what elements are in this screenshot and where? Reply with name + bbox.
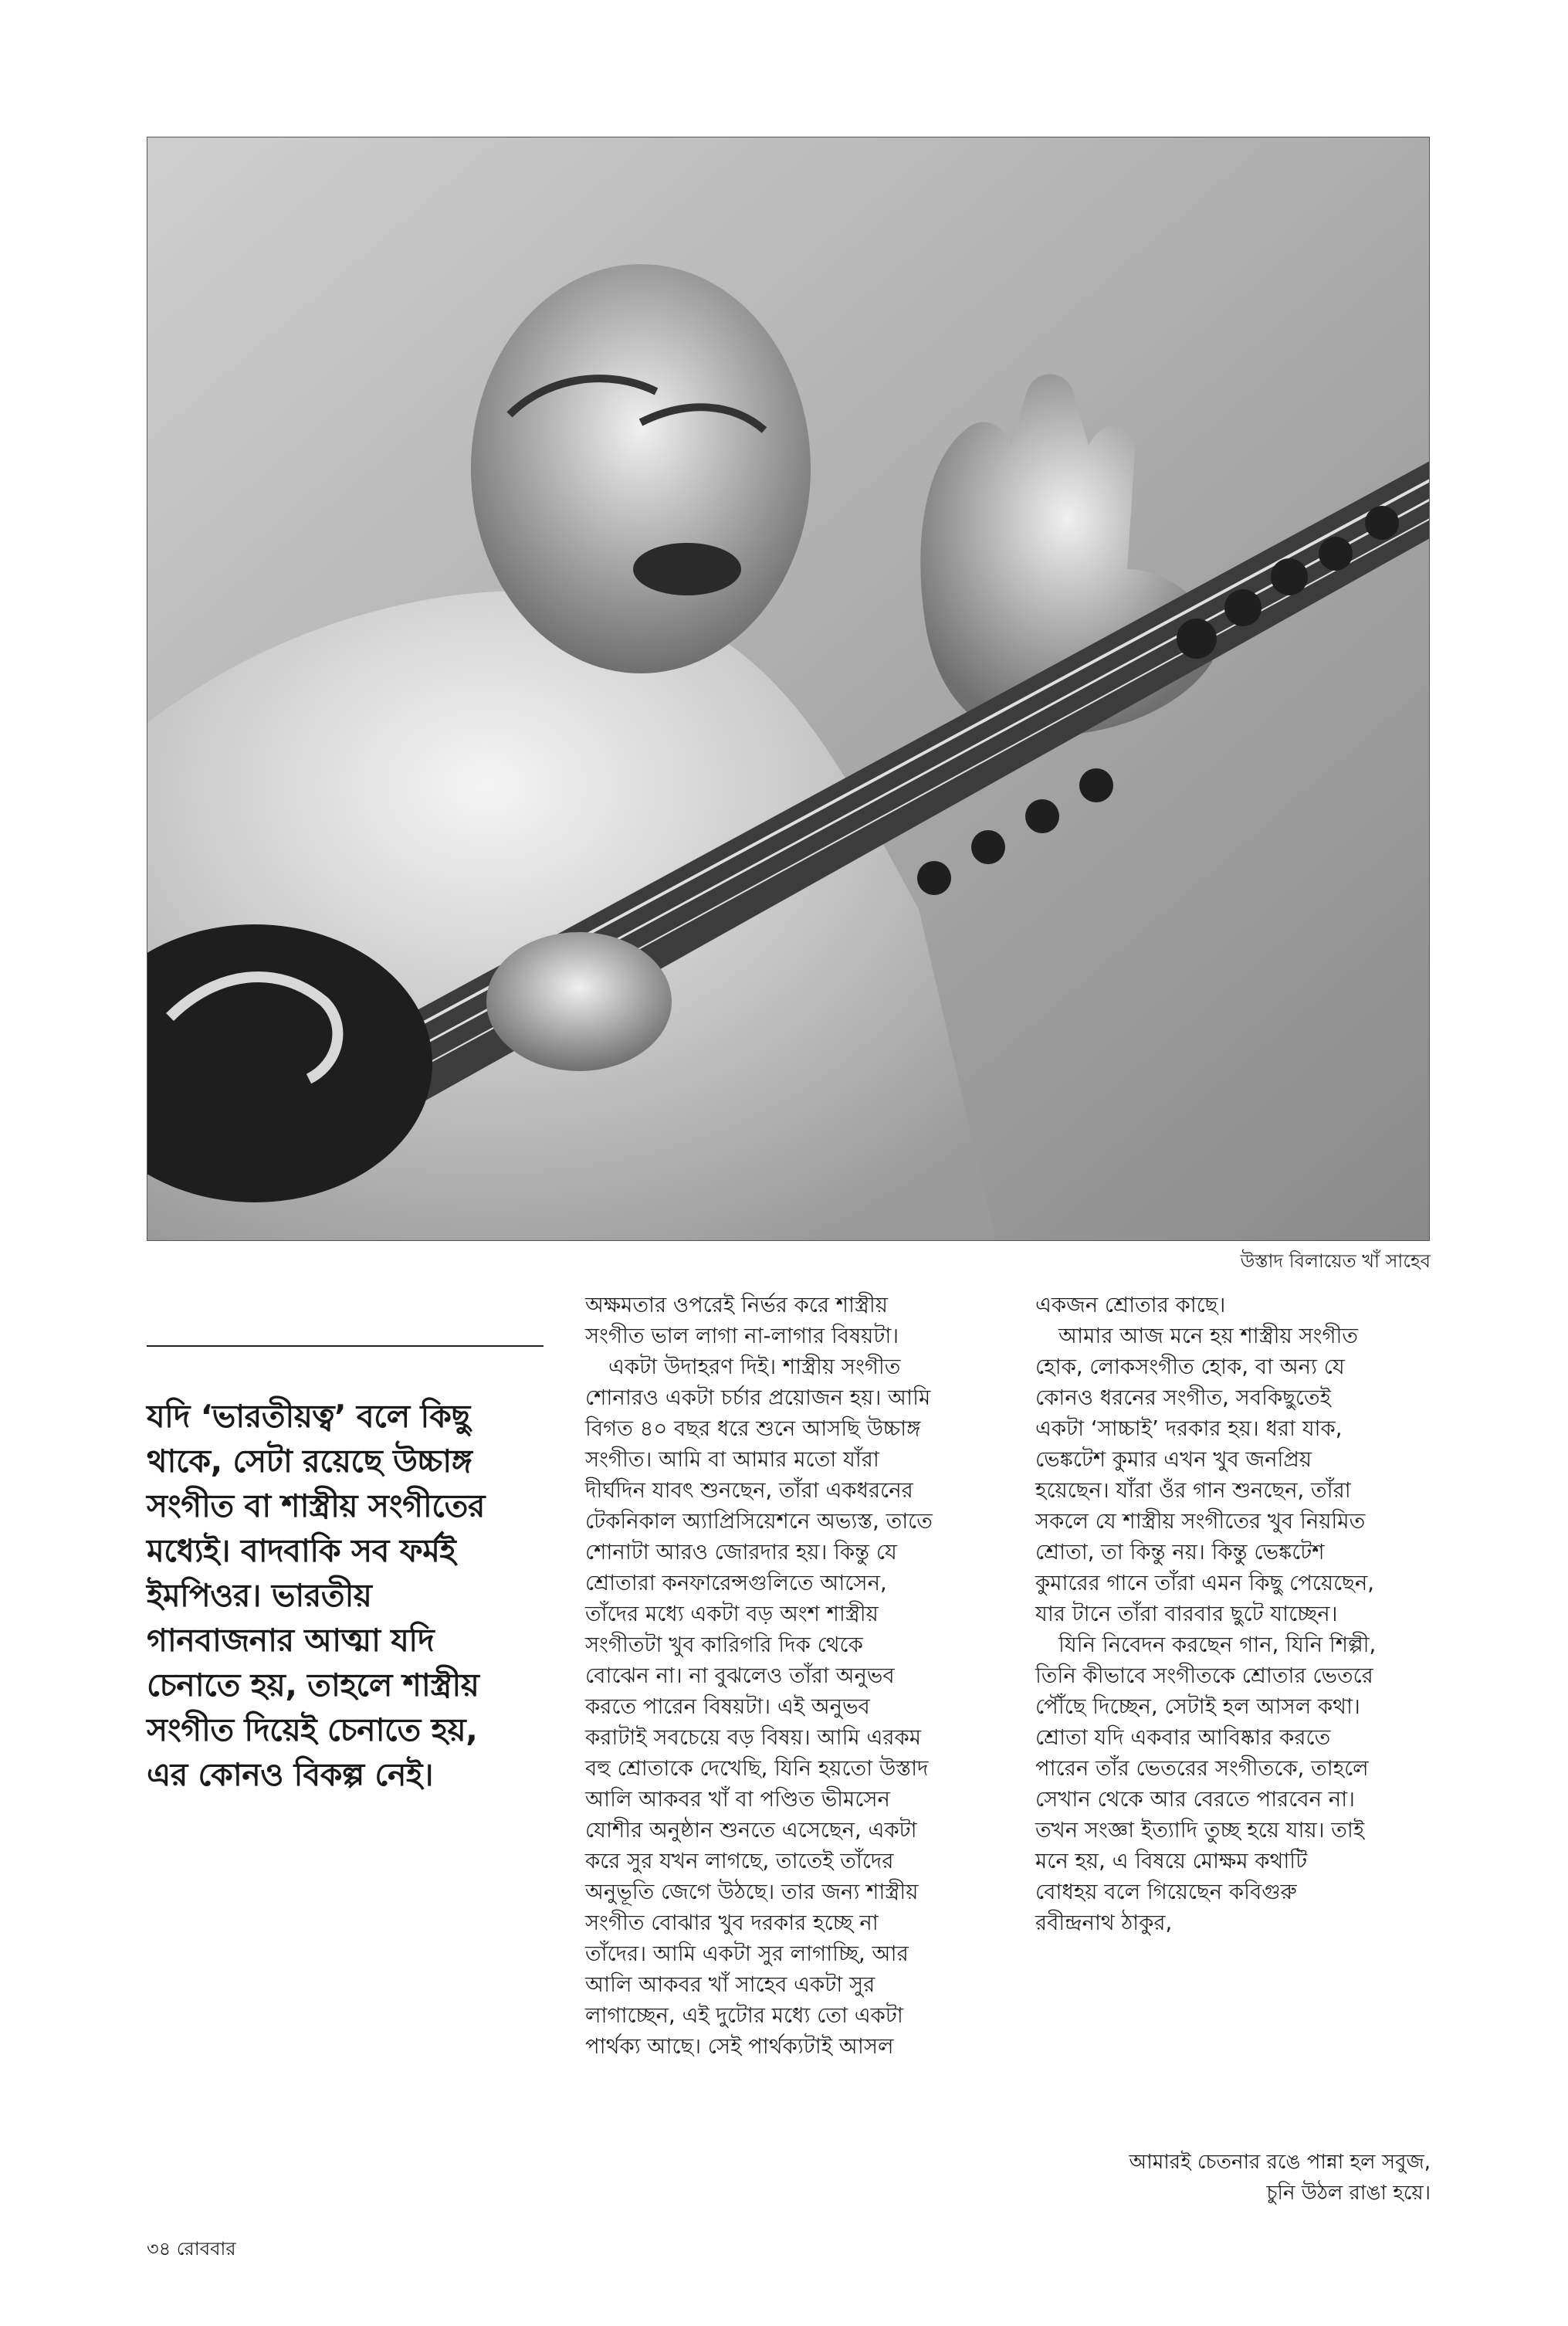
article-column-1 — [585, 1290, 1025, 2062]
pull-quote-line: ইমপিওর। ভারতীয় — [147, 1577, 372, 1614]
body-text-line: করতে পারেন বিষয়টা। এই অনুভব — [585, 1694, 870, 1719]
pull-quote-line: চেনাতে হয়, তাহলে শাস্ত্রীয় — [147, 1667, 479, 1704]
body-text-line: শোনারও একটা চর্চার প্রয়োজন হয়। আমি — [585, 1385, 931, 1410]
body-text-line: তাঁদের মধ্যে একটা বড় অংশ শাস্ত্রীয় — [585, 1602, 879, 1626]
poem-line: চুনি উঠল রাঙা হয়ে। — [1266, 2182, 1431, 2205]
body-text-line: কুমারের গানে তাঁরা এমন কিছু পেয়েছেন, — [1035, 1571, 1374, 1595]
body-text-line: হোক, লোকসংগীত হোক, বা অন্য যে — [1035, 1355, 1345, 1379]
article-column-2 — [1035, 1290, 1475, 1938]
photo-caption: উস্তাদ বিলায়েত খাঁ সাহেব — [1240, 1250, 1431, 1272]
body-text-line: একটা ‘সাচ্চাই’ দরকার হয়। ধরা যাক, — [1035, 1416, 1343, 1441]
body-text-line: সংগীত। আমি বা আমার মতো যাঁরা — [585, 1447, 879, 1472]
body-text-line: মনে হয়, এ বিষয়ে মোক্ষম কথাটি — [1035, 1849, 1308, 1873]
body-text-line: পারেন তাঁর ভেতরের সংগীতকে, তাহলে — [1035, 1756, 1369, 1781]
body-text-line: বহু শ্রোতাকে দেখেছি, যিনি হয়তো উস্তাদ — [585, 1756, 929, 1781]
body-text-line: আলি আকবর খাঁ বা পণ্ডিত ভীমসেন — [585, 1787, 890, 1812]
body-text-line: শ্রোতা যদি একবার আবিষ্কার করতে — [1035, 1725, 1331, 1750]
body-text-line: দীর্ঘদিন যাবৎ শুনছেন, তাঁরা একধরনের — [585, 1478, 913, 1503]
body-text-line: সেখান থেকে আর বেরতে পারবেন না। — [1035, 1787, 1355, 1812]
body-text-line: সংগীত ভাল লাগা না-লাগার বিষয়টা। — [585, 1324, 899, 1348]
body-text-line: করাটাই সবচেয়ে বড় বিষয়। আমি এরকম — [585, 1725, 922, 1750]
body-text-line: আমার আজ মনে হয় শাস্ত্রীয় সংগীত — [1058, 1324, 1358, 1348]
pull-quote-line: সংগীত বা শাস্ত্রীয় সংগীতের — [147, 1487, 485, 1524]
body-text-line: সংগীত বোঝার খুব দরকার হচ্ছে না — [585, 1911, 879, 1935]
pull-quote-rule — [147, 1345, 544, 1347]
body-text-line: যোশীর অনুষ্ঠান শুনতে এসেছেন, একটা — [585, 1818, 917, 1843]
body-text-line: লাগাচ্ছেন, এই দুটোর মধ্যে তো একটা — [585, 2003, 903, 2028]
pull-quote-line: থাকে, সেটা রয়েছে উচ্চাঙ্গ — [147, 1443, 472, 1480]
body-text-line: আলি আকবর খাঁ সাহেব একটা সুর — [585, 1972, 875, 1997]
body-text-line: তিনি কীভাবে সংগীতকে শ্রোতার ভেতরে — [1035, 1663, 1373, 1688]
page-folio: ৩৪ রোববার — [147, 2238, 236, 2260]
body-text-line: ভেঙ্কটেশ কুমার এখন খুব জনপ্রিয় — [1035, 1447, 1312, 1472]
poem-line: আমারই চেতনার রঙে পান্না হল সবুজ, — [1129, 2151, 1431, 2174]
musician-photo — [147, 137, 1430, 1241]
body-text-line: বিগত ৪০ বছর ধরে শুনে আসছি উচ্চাঙ্গ — [585, 1416, 921, 1441]
body-text-line: শ্রোতারা কনফারেন্সগুলিতে আসেন, — [585, 1571, 887, 1595]
body-text-line: যার টানে তাঁরা বারবার ছুটে যাচ্ছেন। — [1035, 1602, 1338, 1626]
body-text-line: শোনাটা আরও জোরদার হয়। কিন্তু যে — [585, 1540, 897, 1565]
poem-quote — [1129, 2147, 1431, 2209]
pull-quote — [147, 1394, 533, 1797]
body-text-line: অক্ষমতার ওপরেই নির্ভর করে শাস্ত্রীয় — [585, 1293, 889, 1317]
body-text-line: একটা উদাহরণ দিই। শাস্ত্রীয় সংগীত — [608, 1355, 901, 1379]
body-text-line: রবীন্দ্রনাথ ঠাকুর, — [1035, 1911, 1173, 1935]
body-text-line: শ্রোতা, তা কিন্তু নয়। কিন্তু ভেঙ্কটেশ — [1035, 1540, 1325, 1565]
body-text-line: তখন সংজ্ঞা ইত্যাদি তুচ্ছ হয়ে যায়। তাই — [1035, 1818, 1365, 1843]
body-text-line: অনুভূতি জেগে উঠছে। তার জন্য শাস্ত্রীয় — [585, 1880, 919, 1904]
body-text-line: যিনি নিবেদন করছেন গান, যিনি শিল্পী, — [1058, 1633, 1377, 1657]
body-text-line: সংগীতটা খুব কারিগরি দিক থেকে — [585, 1633, 863, 1657]
body-text-line: কোনও ধরনের সংগীত, সবকিছুতেই — [1035, 1385, 1331, 1410]
body-text-line: করে সুর যখন লাগছে, তাতেই তাঁদের — [585, 1849, 894, 1873]
pull-quote-line: যদি ‘ভারতীয়ত্ব’ বলে কিছু — [147, 1398, 470, 1435]
body-text-line: বোধহয় বলে গিয়েছেন কবিগুরু — [1035, 1880, 1297, 1904]
body-text-line: একজন শ্রোতার কাছে। — [1035, 1293, 1226, 1317]
body-text-line: সকলে যে শাস্ত্রীয় সংগীতের খুব নিয়মিত — [1035, 1509, 1366, 1534]
musician-photo-illustration — [147, 137, 1430, 1241]
body-text-line: টেকনিকাল অ্যাপ্রিসিয়েশনে অভ্যস্ত, তাতে — [585, 1509, 933, 1534]
pull-quote-line: সংগীত দিয়েই চেনাতে হয়, — [147, 1711, 478, 1748]
pull-quote-line: গানবাজনার আত্মা যদি — [147, 1622, 435, 1659]
body-text-line: পার্থক্য আছে। সেই পার্থক্যটাই আসল — [585, 2034, 894, 2059]
body-text-line: বোঝেন না। না বুঝলেও তাঁরা অনুভব — [585, 1663, 895, 1688]
body-text-line: হয়েছেন। যাঁরা ওঁর গান শুনছেন, তাঁরা — [1035, 1478, 1351, 1503]
pull-quote-line: মধ্যেই। বাদবাকি সব ফর্মই — [147, 1532, 456, 1569]
body-text-line: পৌঁছে দিচ্ছেন, সেটাই হল আসল কথা। — [1035, 1694, 1360, 1719]
body-text-line: তাঁদের। আমি একটা সুর লাগাচ্ছি, আর — [585, 1941, 909, 1966]
pull-quote-line: এর কোনও বিকল্প নেই। — [147, 1756, 434, 1793]
